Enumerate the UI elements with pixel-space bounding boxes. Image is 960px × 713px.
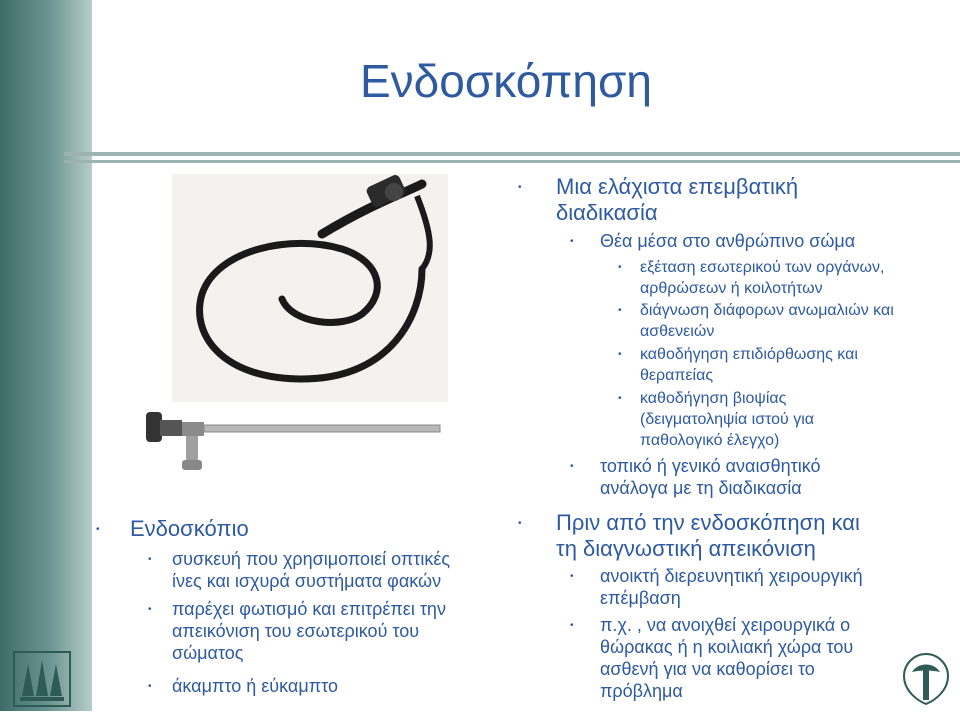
bullet-marker: •: [148, 681, 152, 692]
bullet-marker: •: [570, 620, 574, 631]
bullet-text: Θέα μέσα στο ανθρώπινο σώμα: [600, 231, 856, 251]
bullet-marker: •: [148, 604, 152, 615]
bullet-text: ανοικτή διερευνητική χειρουργική επέμβαση: [600, 566, 863, 608]
title-divider: [64, 152, 960, 156]
bullet-text: άκαμπτο ή εύκαμπτο: [172, 676, 338, 696]
university-logo-left: [12, 650, 72, 708]
bullet-marker: •: [618, 305, 622, 316]
bullet-text: συσκευή που χρησιμοποιεί οπτικές ίνες και ισχυρά συστήματα φακών: [172, 549, 451, 591]
bullet-text: Μια ελάχιστα επεμβατική διαδικασία: [556, 174, 799, 225]
bullet-marker: •: [570, 461, 574, 472]
rigid-endoscope-image: [134, 404, 444, 480]
bullet-text: παρέχει φωτισμό και επιτρέπει την απεικόνιση του εσωτερικού του σώματος: [172, 599, 446, 663]
bullet-text: τοπικό ή γενικό αναισθητικό ανάλογα με τη διαδικασία: [600, 456, 821, 498]
bullet-marker: •: [518, 518, 522, 529]
bullet-text: εξέταση εσωτερικού των οργάνων, αρθρώσεων ή κοιλοτήτων: [640, 259, 885, 297]
flexible-endoscope-image: [172, 174, 448, 402]
bullet-marker: •: [148, 554, 152, 565]
bullet-text: καθοδήγηση βιοψίας (δειγματοληψία ιστού για παθολογικό έλεγχο): [640, 390, 815, 449]
bullet-text: π.χ. , να ανοιχθεί χειρουργικά ο θώρακας ή η κοιλιακή χώρα του ασθενή για να καθορίσει το πρόβλημα: [600, 615, 854, 701]
university-logo-right: [898, 650, 954, 708]
bullet-marker: •: [570, 236, 574, 247]
bullet-marker: •: [618, 262, 622, 273]
bullet-text: Ενδοσκόπιο: [130, 516, 249, 541]
bullet-text: Πριν από την ενδοσκόπηση και τη διαγνωστική απεικόνιση: [556, 510, 860, 561]
bullet-marker: •: [618, 393, 622, 404]
bullet-marker: •: [618, 349, 622, 360]
sidebar-band: [0, 0, 92, 711]
bullet-text: καθοδήγηση επιδιόρθωσης και θεραπείας: [640, 346, 858, 384]
slide-title: Ενδοσκόπηση: [360, 55, 652, 107]
bullet-marker: •: [96, 524, 100, 535]
bullet-marker: •: [570, 571, 574, 582]
bullet-marker: •: [518, 182, 522, 193]
bullet-text: διάγνωση διάφορων ανωμαλιών και ασθενειών: [640, 302, 894, 340]
title-divider-thin: [64, 160, 960, 163]
